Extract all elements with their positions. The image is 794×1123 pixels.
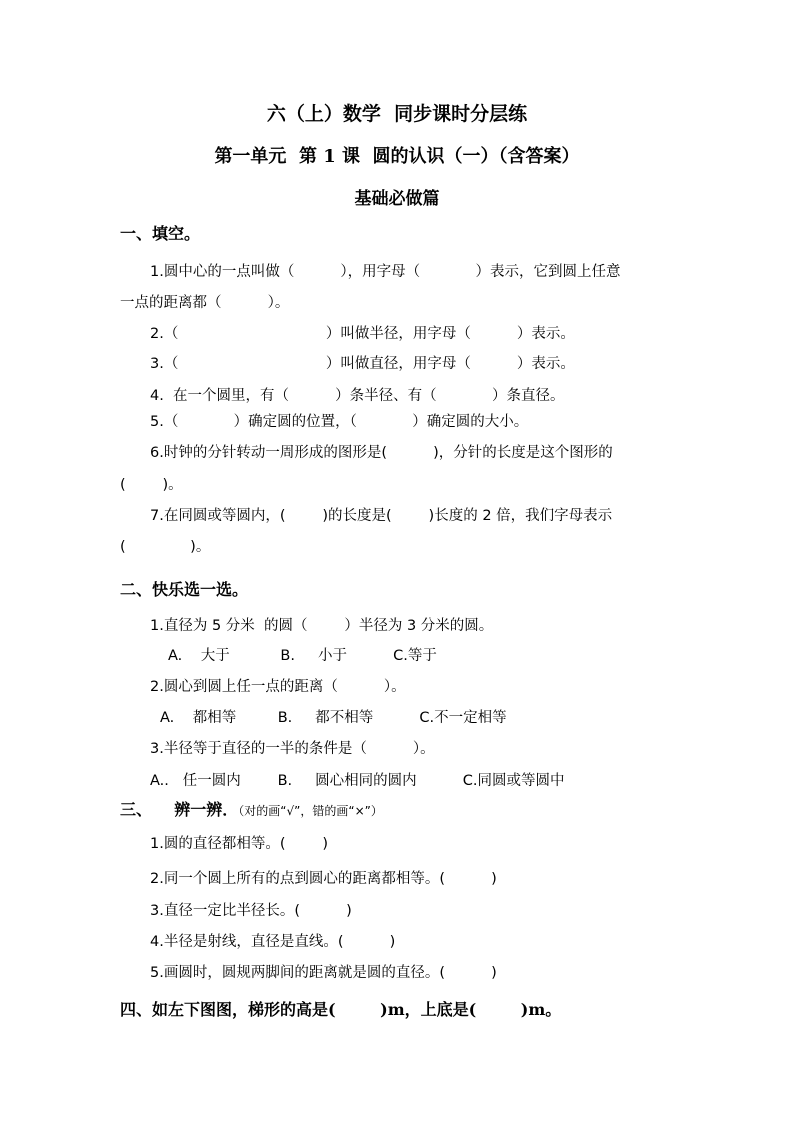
question-2-3-options: A.. 任一圆内 B. 圆心相同的圆内 C.同圆或等圆中: [150, 773, 565, 789]
lesson-subtitle: 第一单元 第 1 课 圆的认识（一）（含答案）: [214, 146, 580, 167]
question-3-5: 5.画圆时，圆规两脚间的距离就是圆的直径。( ): [150, 965, 497, 981]
section-1-heading: 一、填空。: [120, 224, 201, 243]
section-3-title: 三、 辨一辨．: [120, 800, 239, 819]
question-3-2: 2.同一个圆上所有的点到圆心的距离都相等。( ): [150, 871, 497, 887]
question-1-4: 4. 在一个圆里，有（ ）条半径、有（ ）条直径。: [150, 388, 565, 404]
question-1-1-line-1: 1.圆中心的一点叫做（ ），用字母（ ）表示，它到圆上任意: [150, 264, 621, 280]
question-1-1-line-2: 一点的距离都（ ）。: [120, 295, 290, 311]
level-heading: 基础必做篇: [354, 189, 440, 209]
question-3-3: 3.直径一定比半径长。( ): [150, 903, 352, 919]
question-2-1: 1.直径为 5 分米 的圆（ ）半径为 3 分米的圆。: [150, 618, 494, 634]
question-2-1-options: A. 大于 B. 小于 C.等于: [168, 648, 437, 664]
question-2-3: 3.半径等于直径的一半的条件是（ ）。: [150, 741, 435, 757]
worksheet-title: 六（上）数学 同步课时分层练: [266, 103, 528, 125]
question-3-1: 1.圆的直径都相等。( ): [150, 836, 329, 852]
question-1-3: 3.（ ）叫做直径，用字母（ ）表示。: [150, 356, 575, 372]
question-1-2: 2.（ ）叫做半径，用字母（ ）表示。: [150, 326, 575, 342]
question-1-7-line-1: 7.在同圆或等圆内，( )的长度是( )长度的 2 倍，我们字母表示: [150, 508, 613, 524]
question-1-5: 5.（ ）确定圆的位置，（ ）确定圆的大小。: [150, 414, 529, 430]
section-3-heading: [120, 802, 383, 818]
question-2-2-options: A. 都相等 B. 都不相等 C.不一定相等: [160, 710, 507, 726]
question-2-2: 2.圆心到圆上任一点的距离（ ）。: [150, 679, 406, 695]
question-1-6-line-2: ( )。: [120, 477, 183, 493]
section-4-heading: 四、如左下图图，梯形的高是( )m，上底是( )m。: [120, 1000, 562, 1019]
question-1-6-line-1: 6.时钟的分针转动一周形成的图形是( )，分针的长度是这个图形的: [150, 445, 613, 461]
section-3-instruction: （对的画“√”，错的画“×”）: [238, 804, 383, 818]
question-3-4: 4.半径是射线，直径是直线。( ): [150, 934, 396, 950]
section-2-heading: 二、快乐选一选。: [120, 580, 249, 599]
question-1-7-line-2: ( )。: [120, 539, 211, 555]
